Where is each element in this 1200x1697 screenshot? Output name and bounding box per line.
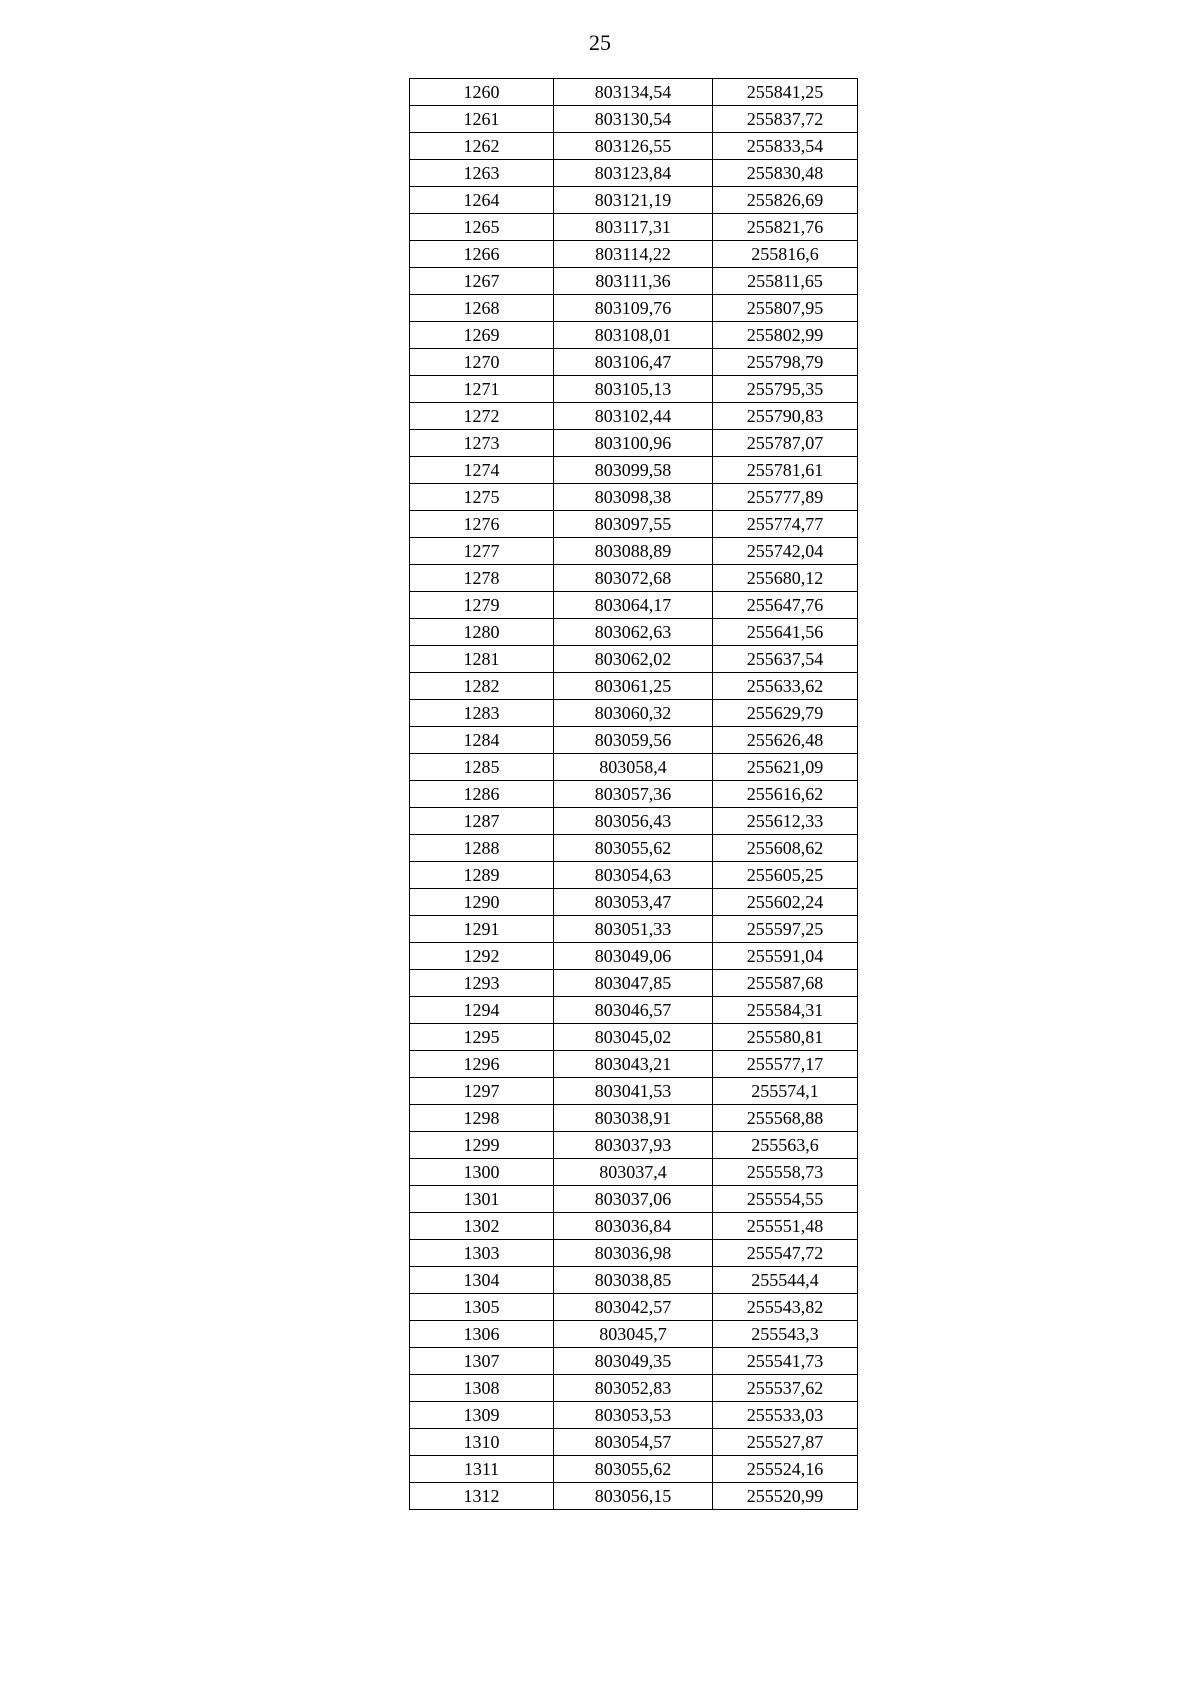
table-row	[410, 403, 858, 430]
table-row	[410, 1429, 858, 1456]
y-coordinate-cell: 255637,54	[713, 646, 858, 673]
y-coordinate-cell: 255558,73	[713, 1159, 858, 1186]
point-number-cell: 1310	[410, 1429, 554, 1456]
point-number-cell: 1275	[410, 484, 554, 511]
point-number-cell: 1278	[410, 565, 554, 592]
y-coordinate-cell: 255612,33	[713, 808, 858, 835]
table-row	[410, 133, 858, 160]
x-coordinate-cell: 803057,36	[554, 781, 713, 808]
y-coordinate-cell: 255629,79	[713, 700, 858, 727]
y-coordinate-cell: 255587,68	[713, 970, 858, 997]
x-coordinate-cell: 803134,54	[554, 79, 713, 106]
table-row	[410, 646, 858, 673]
table-row	[410, 430, 858, 457]
y-coordinate-cell: 255647,76	[713, 592, 858, 619]
y-coordinate-cell: 255584,31	[713, 997, 858, 1024]
y-coordinate-cell: 255790,83	[713, 403, 858, 430]
table-row	[410, 511, 858, 538]
point-number-cell: 1292	[410, 943, 554, 970]
table-row	[410, 1348, 858, 1375]
table-row	[410, 970, 858, 997]
table-row	[410, 673, 858, 700]
y-coordinate-cell: 255795,35	[713, 376, 858, 403]
table-row	[410, 322, 858, 349]
table-row	[410, 1213, 858, 1240]
table-row	[410, 889, 858, 916]
point-number-cell: 1299	[410, 1132, 554, 1159]
x-coordinate-cell: 803056,43	[554, 808, 713, 835]
y-coordinate-cell: 255547,72	[713, 1240, 858, 1267]
x-coordinate-cell: 803062,63	[554, 619, 713, 646]
y-coordinate-cell: 255554,55	[713, 1186, 858, 1213]
table-row	[410, 484, 858, 511]
y-coordinate-cell: 255568,88	[713, 1105, 858, 1132]
x-coordinate-cell: 803059,56	[554, 727, 713, 754]
x-coordinate-cell: 803121,19	[554, 187, 713, 214]
table-row	[410, 1294, 858, 1321]
point-number-cell: 1268	[410, 295, 554, 322]
table-row	[410, 349, 858, 376]
point-number-cell: 1276	[410, 511, 554, 538]
point-number-cell: 1297	[410, 1078, 554, 1105]
point-number-cell: 1312	[410, 1483, 554, 1510]
x-coordinate-cell: 803055,62	[554, 835, 713, 862]
point-number-cell: 1282	[410, 673, 554, 700]
y-coordinate-cell: 255811,65	[713, 268, 858, 295]
point-number-cell: 1284	[410, 727, 554, 754]
table-row	[410, 916, 858, 943]
y-coordinate-cell: 255830,48	[713, 160, 858, 187]
y-coordinate-cell: 255533,03	[713, 1402, 858, 1429]
x-coordinate-cell: 803064,17	[554, 592, 713, 619]
point-number-cell: 1260	[410, 79, 554, 106]
x-coordinate-cell: 803108,01	[554, 322, 713, 349]
x-coordinate-cell: 803047,85	[554, 970, 713, 997]
table-row	[410, 1105, 858, 1132]
x-coordinate-cell: 803036,98	[554, 1240, 713, 1267]
point-number-cell: 1283	[410, 700, 554, 727]
point-number-cell: 1286	[410, 781, 554, 808]
point-number-cell: 1302	[410, 1213, 554, 1240]
point-number-cell: 1293	[410, 970, 554, 997]
table-row	[410, 295, 858, 322]
point-number-cell: 1263	[410, 160, 554, 187]
y-coordinate-cell: 255608,62	[713, 835, 858, 862]
y-coordinate-cell: 255574,1	[713, 1078, 858, 1105]
y-coordinate-cell: 255802,99	[713, 322, 858, 349]
point-number-cell: 1270	[410, 349, 554, 376]
x-coordinate-cell: 803046,57	[554, 997, 713, 1024]
table-row	[410, 1375, 858, 1402]
y-coordinate-cell: 255591,04	[713, 943, 858, 970]
table-row	[410, 1456, 858, 1483]
point-number-cell: 1262	[410, 133, 554, 160]
coordinates-table-body	[410, 79, 858, 1510]
point-number-cell: 1271	[410, 376, 554, 403]
y-coordinate-cell: 255543,82	[713, 1294, 858, 1321]
table-row	[410, 592, 858, 619]
y-coordinate-cell: 255826,69	[713, 187, 858, 214]
x-coordinate-cell: 803117,31	[554, 214, 713, 241]
table-row	[410, 808, 858, 835]
x-coordinate-cell: 803123,84	[554, 160, 713, 187]
point-number-cell: 1311	[410, 1456, 554, 1483]
x-coordinate-cell: 803041,53	[554, 1078, 713, 1105]
point-number-cell: 1296	[410, 1051, 554, 1078]
point-number-cell: 1287	[410, 808, 554, 835]
x-coordinate-cell: 803126,55	[554, 133, 713, 160]
x-coordinate-cell: 803037,4	[554, 1159, 713, 1186]
point-number-cell: 1308	[410, 1375, 554, 1402]
table-row	[410, 943, 858, 970]
point-number-cell: 1272	[410, 403, 554, 430]
y-coordinate-cell: 255602,24	[713, 889, 858, 916]
table-row	[410, 700, 858, 727]
x-coordinate-cell: 803056,15	[554, 1483, 713, 1510]
y-coordinate-cell: 255774,77	[713, 511, 858, 538]
point-number-cell: 1285	[410, 754, 554, 781]
point-number-cell: 1298	[410, 1105, 554, 1132]
x-coordinate-cell: 803130,54	[554, 106, 713, 133]
point-number-cell: 1300	[410, 1159, 554, 1186]
y-coordinate-cell: 255580,81	[713, 1024, 858, 1051]
x-coordinate-cell: 803053,53	[554, 1402, 713, 1429]
y-coordinate-cell: 255781,61	[713, 457, 858, 484]
table-row	[410, 160, 858, 187]
x-coordinate-cell: 803049,35	[554, 1348, 713, 1375]
x-coordinate-cell: 803045,02	[554, 1024, 713, 1051]
y-coordinate-cell: 255837,72	[713, 106, 858, 133]
y-coordinate-cell: 255787,07	[713, 430, 858, 457]
y-coordinate-cell: 255621,09	[713, 754, 858, 781]
point-number-cell: 1274	[410, 457, 554, 484]
x-coordinate-cell: 803052,83	[554, 1375, 713, 1402]
y-coordinate-cell: 255821,76	[713, 214, 858, 241]
point-number-cell: 1261	[410, 106, 554, 133]
y-coordinate-cell: 255833,54	[713, 133, 858, 160]
y-coordinate-cell: 255543,3	[713, 1321, 858, 1348]
x-coordinate-cell: 803037,06	[554, 1186, 713, 1213]
point-number-cell: 1267	[410, 268, 554, 295]
point-number-cell: 1279	[410, 592, 554, 619]
y-coordinate-cell: 255626,48	[713, 727, 858, 754]
y-coordinate-cell: 255742,04	[713, 538, 858, 565]
x-coordinate-cell: 803072,68	[554, 565, 713, 592]
point-number-cell: 1289	[410, 862, 554, 889]
y-coordinate-cell: 255777,89	[713, 484, 858, 511]
point-number-cell: 1288	[410, 835, 554, 862]
y-coordinate-cell: 255841,25	[713, 79, 858, 106]
table-row	[410, 376, 858, 403]
point-number-cell: 1265	[410, 214, 554, 241]
point-number-cell: 1306	[410, 1321, 554, 1348]
y-coordinate-cell: 255524,16	[713, 1456, 858, 1483]
x-coordinate-cell: 803036,84	[554, 1213, 713, 1240]
y-coordinate-cell: 255798,79	[713, 349, 858, 376]
y-coordinate-cell: 255541,73	[713, 1348, 858, 1375]
point-number-cell: 1295	[410, 1024, 554, 1051]
table-row	[410, 214, 858, 241]
point-number-cell: 1304	[410, 1267, 554, 1294]
point-number-cell: 1291	[410, 916, 554, 943]
x-coordinate-cell: 803105,13	[554, 376, 713, 403]
point-number-cell: 1309	[410, 1402, 554, 1429]
table-row	[410, 1132, 858, 1159]
x-coordinate-cell: 803102,44	[554, 403, 713, 430]
table-row	[410, 1051, 858, 1078]
point-number-cell: 1281	[410, 646, 554, 673]
point-number-cell: 1273	[410, 430, 554, 457]
table-row	[410, 241, 858, 268]
point-number-cell: 1280	[410, 619, 554, 646]
table-row	[410, 781, 858, 808]
table-row	[410, 565, 858, 592]
table-row	[410, 997, 858, 1024]
y-coordinate-cell: 255537,62	[713, 1375, 858, 1402]
x-coordinate-cell: 803051,33	[554, 916, 713, 943]
y-coordinate-cell: 255641,56	[713, 619, 858, 646]
x-coordinate-cell: 803054,57	[554, 1429, 713, 1456]
y-coordinate-cell: 255816,6	[713, 241, 858, 268]
x-coordinate-cell: 803106,47	[554, 349, 713, 376]
table-row	[410, 538, 858, 565]
y-coordinate-cell: 255597,25	[713, 916, 858, 943]
y-coordinate-cell: 255551,48	[713, 1213, 858, 1240]
x-coordinate-cell: 803061,25	[554, 673, 713, 700]
table-row	[410, 1267, 858, 1294]
table-row	[410, 1240, 858, 1267]
x-coordinate-cell: 803049,06	[554, 943, 713, 970]
table-row	[410, 106, 858, 133]
point-number-cell: 1307	[410, 1348, 554, 1375]
x-coordinate-cell: 803054,63	[554, 862, 713, 889]
x-coordinate-cell: 803045,7	[554, 1321, 713, 1348]
table-row	[410, 1483, 858, 1510]
point-number-cell: 1290	[410, 889, 554, 916]
y-coordinate-cell: 255633,62	[713, 673, 858, 700]
table-row	[410, 1078, 858, 1105]
table-row	[410, 79, 858, 106]
point-number-cell: 1305	[410, 1294, 554, 1321]
x-coordinate-cell: 803042,57	[554, 1294, 713, 1321]
x-coordinate-cell: 803058,4	[554, 754, 713, 781]
table-row	[410, 1321, 858, 1348]
point-number-cell: 1277	[410, 538, 554, 565]
x-coordinate-cell: 803097,55	[554, 511, 713, 538]
table-row	[410, 187, 858, 214]
x-coordinate-cell: 803098,38	[554, 484, 713, 511]
x-coordinate-cell: 803037,93	[554, 1132, 713, 1159]
x-coordinate-cell: 803100,96	[554, 430, 713, 457]
table-row	[410, 727, 858, 754]
y-coordinate-cell: 255544,4	[713, 1267, 858, 1294]
table-row	[410, 1159, 858, 1186]
x-coordinate-cell: 803060,32	[554, 700, 713, 727]
x-coordinate-cell: 803043,21	[554, 1051, 713, 1078]
y-coordinate-cell: 255807,95	[713, 295, 858, 322]
x-coordinate-cell: 803062,02	[554, 646, 713, 673]
table-row	[410, 754, 858, 781]
x-coordinate-cell: 803038,91	[554, 1105, 713, 1132]
table-row	[410, 1402, 858, 1429]
table-row	[410, 619, 858, 646]
table-row	[410, 1186, 858, 1213]
table-row	[410, 862, 858, 889]
y-coordinate-cell: 255563,6	[713, 1132, 858, 1159]
point-number-cell: 1301	[410, 1186, 554, 1213]
x-coordinate-cell: 803099,58	[554, 457, 713, 484]
y-coordinate-cell: 255520,99	[713, 1483, 858, 1510]
table-row	[410, 457, 858, 484]
table-row	[410, 1024, 858, 1051]
y-coordinate-cell: 255680,12	[713, 565, 858, 592]
x-coordinate-cell: 803109,76	[554, 295, 713, 322]
x-coordinate-cell: 803053,47	[554, 889, 713, 916]
x-coordinate-cell: 803114,22	[554, 241, 713, 268]
coordinates-table	[409, 78, 858, 1510]
x-coordinate-cell: 803038,85	[554, 1267, 713, 1294]
y-coordinate-cell: 255527,87	[713, 1429, 858, 1456]
point-number-cell: 1294	[410, 997, 554, 1024]
table-row	[410, 268, 858, 295]
x-coordinate-cell: 803055,62	[554, 1456, 713, 1483]
y-coordinate-cell: 255616,62	[713, 781, 858, 808]
point-number-cell: 1269	[410, 322, 554, 349]
y-coordinate-cell: 255577,17	[713, 1051, 858, 1078]
x-coordinate-cell: 803111,36	[554, 268, 713, 295]
point-number-cell: 1264	[410, 187, 554, 214]
table-row	[410, 835, 858, 862]
point-number-cell: 1303	[410, 1240, 554, 1267]
x-coordinate-cell: 803088,89	[554, 538, 713, 565]
point-number-cell: 1266	[410, 241, 554, 268]
page-number: 25	[589, 30, 611, 55]
y-coordinate-cell: 255605,25	[713, 862, 858, 889]
